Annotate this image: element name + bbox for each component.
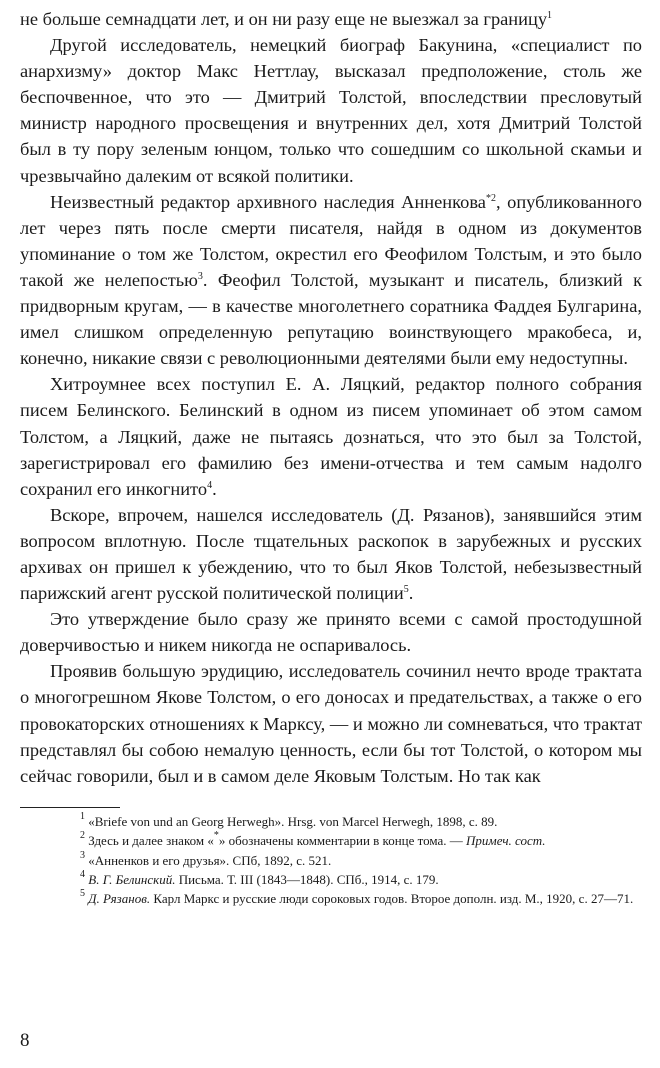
paragraph-1: не больше семнадцати лет, и он ни разу еще не выезжал за границу$^1$: [20, 9, 553, 29]
paragraph-6: Это утверждение было сразу же принято всеми с самой простодушной доверчивостью и никем никогда не оспаривалось.: [20, 609, 642, 656]
paragraph-2: Другой исследователь, немецкий биограф Бакунина, «специалист по анархизму» доктор Макс Неттлау, высказал предположение, столь же беспочвенное, что это — Дмитрий Толстой, впоследствии пресловутый министр народного просвещения и внутренних дел, хотя Дмитрий Толстой был в ту пору зеленым юнцом, только что сошедшим со школьной скамьи и чрезвычайно далеким от всякой политики.: [20, 35, 642, 186]
paragraph-5: Вскоре, впрочем, нашелся исследователь (Д. Рязанов), занявшийся этим вопросом вплотную. После тщательных раскопок в зарубежных и русских архивах он пришел к убеждению, что то был Яков Толстой, небезызвестный парижский агент русской политической полиции$^5$.: [20, 504, 642, 604]
footnote-1: $^1$ «Briefe von und an Georg Herwegh». Hrsg. von Marcel Herwegh, 1898, с. 89.: [80, 810, 498, 829]
paragraph-4: Хитроумнее всех поступил Е. А. Ляцкий, редактор полного собрания писем Белинского. Белинский в одном из писем упоминает об этом самом Толстом, а Ляцкий, даже не пытаясь дознаться, что это был за Толстой, зарегистрировал его фамилию без имени-отчества и тем самым надолго сохранил его инкогнито$^4$.: [20, 374, 642, 499]
footnote-ref-2[interactable]: *2: [485, 192, 496, 204]
footnote-ref-4[interactable]: 4: [207, 479, 213, 491]
footnote-2: $^2$ Здесь и далее знаком «*» обозначены комментарии в конце тома. — Примеч. сост.: [80, 830, 546, 849]
footnote-ref-3[interactable]: 3: [197, 270, 203, 282]
footnote-4: $^4$ В. Г. Белинский. Письма. Т. III (1843—1848). СПб., 1914, с. 179.: [80, 869, 439, 888]
paragraph-7: Проявив большую эрудицию, исследователь сочинил нечто вроде трактата о многогрешном Якове Толстом, о его доносах и предательствах, а также о его провокаторских отношениях к Марксу, — и можно ли сомневаться, что трактат представлял бы собою немалую ценность, если бы тот Толстой, о котором мы сейчас говорили, был и в самом деле Яковым Толстым. Но так как: [20, 661, 642, 786]
footnote-rule: [20, 807, 120, 808]
footnotes: [20, 812, 642, 909]
footnote-ref-5[interactable]: 5: [403, 584, 409, 596]
footnote-ref-1[interactable]: 1: [547, 10, 553, 21]
paragraph-3: Неизвестный редактор архивного наследия Анненкова$^{*2}$, опубликованного лет через пять после смерти писателя, найдя в одном из документов упоминание о том же Толстом, окрестил его Феофилом Толстым, и это было такой же нелепостью$^3$. Феофил Толстой, музыкант и писатель, близкий к придворным кругам, — в качестве многолетнего соратника Фаддея Булгарина, имел слишком определенную репутацию воинствующего мракобеса, и, конечно, никакие связи с революционными деятелями были ему недоступны.: [20, 191, 643, 369]
main-text: [20, 6, 642, 789]
page-number: 8: [20, 1030, 30, 1051]
footnote-5: $^5$ Д. Рязанов. Карл Маркс и русские люди сороковых годов. Второе дополн. изд. М., 1920, с. 27—71.: [80, 888, 634, 907]
footnote-3: $^3$ «Анненков и его друзья». СПб, 1892, с. 521.: [80, 849, 332, 868]
